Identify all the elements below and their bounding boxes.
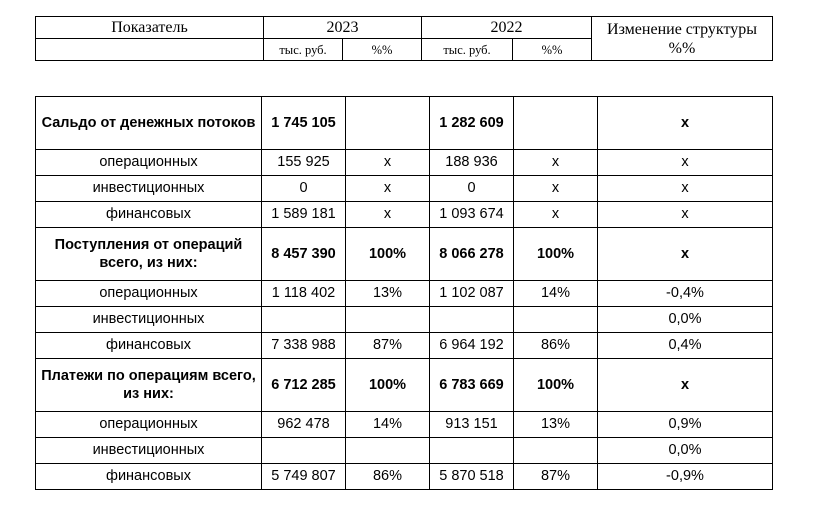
change-value: -0,4% bbox=[598, 281, 773, 307]
value-2023 bbox=[262, 438, 346, 464]
value-2022: 6 783 669 bbox=[430, 359, 514, 412]
row-label: финансовых bbox=[36, 333, 262, 359]
value-2023: 8 457 390 bbox=[262, 228, 346, 281]
pct-2022 bbox=[514, 438, 598, 464]
row-label: операционных bbox=[36, 412, 262, 438]
header-change: Изменение структуры %% bbox=[592, 17, 773, 61]
value-2023: 962 478 bbox=[262, 412, 346, 438]
value-2023: 1 118 402 bbox=[262, 281, 346, 307]
value-2022 bbox=[430, 307, 514, 333]
pct-2023: 14% bbox=[346, 412, 430, 438]
value-2022: 5 870 518 bbox=[430, 464, 514, 490]
header-unit-2022: тыс. руб. bbox=[422, 39, 513, 61]
pct-2022 bbox=[514, 97, 598, 150]
pct-2022 bbox=[514, 307, 598, 333]
change-value: х bbox=[598, 359, 773, 412]
row-label: Платежи по операциям всего, из них: bbox=[36, 359, 262, 412]
change-value: х bbox=[598, 176, 773, 202]
pct-2023: 100% bbox=[346, 359, 430, 412]
header-pct-2022: %% bbox=[513, 39, 592, 61]
value-2023: 7 338 988 bbox=[262, 333, 346, 359]
row-label: операционных bbox=[36, 150, 262, 176]
cashflow-table bbox=[35, 96, 773, 490]
pct-2022: 100% bbox=[514, 359, 598, 412]
pct-2023 bbox=[346, 438, 430, 464]
header-year-2023: 2023 bbox=[264, 17, 422, 39]
value-2022: 1 102 087 bbox=[430, 281, 514, 307]
table-row bbox=[36, 412, 773, 438]
value-2022: 913 151 bbox=[430, 412, 514, 438]
table-row bbox=[36, 359, 773, 412]
row-label: инвестиционных bbox=[36, 176, 262, 202]
value-2023: 6 712 285 bbox=[262, 359, 346, 412]
pct-2023: 100% bbox=[346, 228, 430, 281]
change-value: -0,9% bbox=[598, 464, 773, 490]
table-row bbox=[36, 438, 773, 464]
value-2023: 1 589 181 bbox=[262, 202, 346, 228]
row-label: операционных bbox=[36, 281, 262, 307]
table-row bbox=[36, 228, 773, 281]
value-2022 bbox=[430, 438, 514, 464]
header-table bbox=[35, 16, 773, 61]
change-value: х bbox=[598, 150, 773, 176]
row-label: Сальдо от денежных потоков bbox=[36, 97, 262, 150]
pct-2023: 13% bbox=[346, 281, 430, 307]
pct-2022: х bbox=[514, 202, 598, 228]
pct-2023 bbox=[346, 307, 430, 333]
change-value: 0,0% bbox=[598, 438, 773, 464]
value-2023: 5 749 807 bbox=[262, 464, 346, 490]
row-label: инвестиционных bbox=[36, 307, 262, 333]
pct-2023 bbox=[346, 97, 430, 150]
value-2022: 1 093 674 bbox=[430, 202, 514, 228]
change-value: х bbox=[598, 228, 773, 281]
row-label: Поступления от операций всего, из них: bbox=[36, 228, 262, 281]
pct-2022: х bbox=[514, 176, 598, 202]
pct-2022: х bbox=[514, 150, 598, 176]
header-empty bbox=[36, 39, 264, 61]
value-2022: 0 bbox=[430, 176, 514, 202]
row-label: инвестиционных bbox=[36, 438, 262, 464]
value-2022: 6 964 192 bbox=[430, 333, 514, 359]
change-value: х bbox=[598, 202, 773, 228]
value-2023: 0 bbox=[262, 176, 346, 202]
pct-2022: 13% bbox=[514, 412, 598, 438]
pct-2023: 87% bbox=[346, 333, 430, 359]
value-2023: 155 925 bbox=[262, 150, 346, 176]
change-value: 0,9% bbox=[598, 412, 773, 438]
pct-2023: х bbox=[346, 176, 430, 202]
header-indicator: Показатель bbox=[36, 17, 264, 39]
table-row bbox=[36, 281, 773, 307]
table-row bbox=[36, 176, 773, 202]
value-2023: 1 745 105 bbox=[262, 97, 346, 150]
header-unit-2023: тыс. руб. bbox=[264, 39, 343, 61]
pct-2023: 86% bbox=[346, 464, 430, 490]
row-label: финансовых bbox=[36, 202, 262, 228]
value-2023 bbox=[262, 307, 346, 333]
table-row bbox=[36, 202, 773, 228]
pct-2022: 14% bbox=[514, 281, 598, 307]
table-row bbox=[36, 307, 773, 333]
change-value: 0,0% bbox=[598, 307, 773, 333]
table-row bbox=[36, 97, 773, 150]
pct-2022: 100% bbox=[514, 228, 598, 281]
header-year-2022: 2022 bbox=[422, 17, 592, 39]
value-2022: 1 282 609 bbox=[430, 97, 514, 150]
value-2022: 188 936 bbox=[430, 150, 514, 176]
table-row bbox=[36, 150, 773, 176]
pct-2022: 86% bbox=[514, 333, 598, 359]
pct-2022: 87% bbox=[514, 464, 598, 490]
row-label: финансовых bbox=[36, 464, 262, 490]
change-value: х bbox=[598, 97, 773, 150]
table-row bbox=[36, 333, 773, 359]
header-pct-2023: %% bbox=[343, 39, 422, 61]
pct-2023: х bbox=[346, 150, 430, 176]
table-row bbox=[36, 464, 773, 490]
value-2022: 8 066 278 bbox=[430, 228, 514, 281]
pct-2023: х bbox=[346, 202, 430, 228]
change-value: 0,4% bbox=[598, 333, 773, 359]
